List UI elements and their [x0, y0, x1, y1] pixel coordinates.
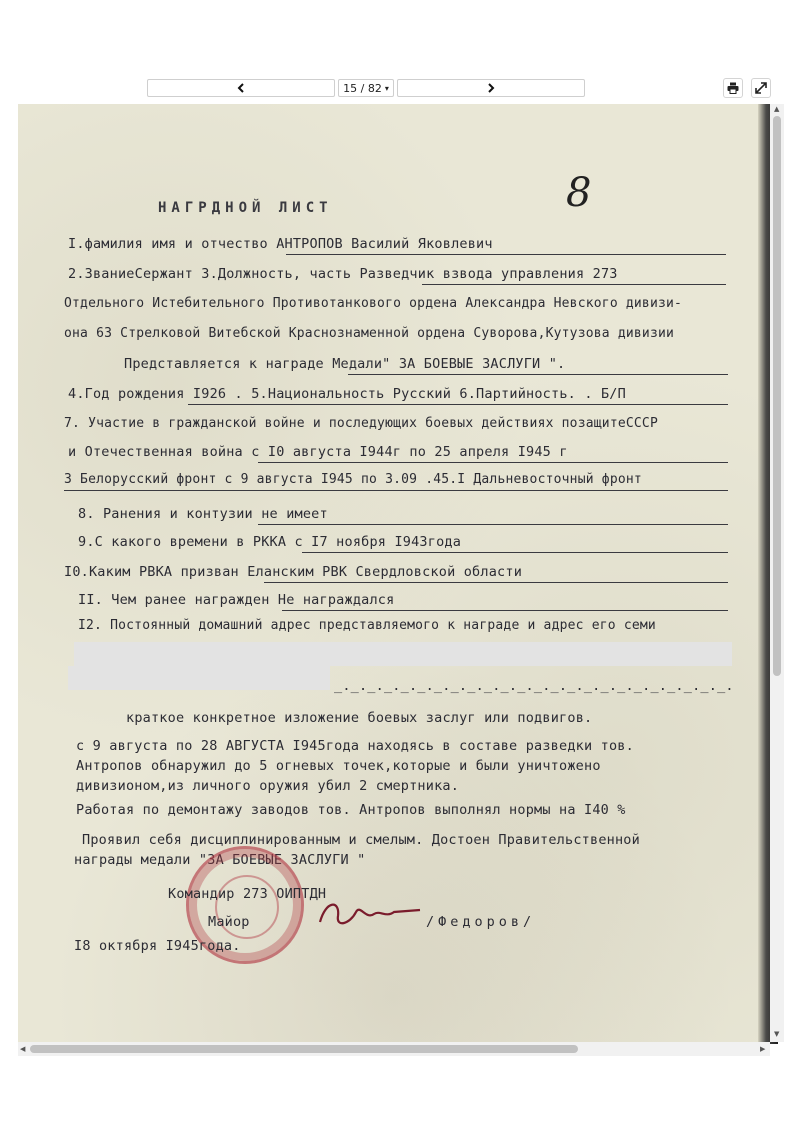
merits-line-3: дивизионом,из личного оружия убил 2 смертника.	[76, 778, 460, 794]
document-page	[18, 104, 768, 1044]
underline	[264, 582, 728, 583]
line-service-since: 9.С какого времени в РККА с I7 ноября I943года	[78, 534, 462, 550]
signature	[316, 894, 436, 934]
line-wounds: 8. Ранения и контузии не имеет	[78, 506, 328, 522]
underline	[348, 374, 728, 375]
page-indicator: 15 / 82	[343, 81, 382, 95]
signer-name: /Федоров/	[426, 914, 536, 930]
chevron-down-icon: ▾	[384, 83, 389, 93]
underline	[258, 524, 728, 525]
merits-line-6: награды медали "ЗА БОЕВЫЕ ЗАСЛУГИ "	[74, 852, 366, 868]
scroll-right-icon[interactable]: ▶	[760, 1045, 766, 1053]
line-unit-1: Отдельного Истебительного Противотанкового ордена Александра Невского дивизи-	[64, 296, 683, 311]
viewer-toolbar	[0, 76, 800, 100]
line-unit-2: она 63 Стрелковой Витебской Краснознаменной ордена Суворова,Кутузова дивизии	[64, 326, 675, 341]
line-previous-awards: II. Чем ранее награжден Не награждался	[78, 592, 395, 608]
horizontal-scroll-thumb[interactable]	[30, 1045, 578, 1053]
underline	[64, 490, 728, 491]
document-viewport[interactable]	[18, 104, 784, 1054]
underline	[422, 284, 726, 285]
line-award: Представляется к награде Медали" ЗА БОЕВЫЕ ЗАСЛУГИ ".	[124, 356, 566, 372]
rank-line: Майор	[208, 914, 250, 930]
corner-number: 8	[566, 170, 592, 216]
document-title: НАГРДНОЙ ЛИСТ	[158, 200, 333, 216]
next-page-button[interactable]	[397, 79, 585, 97]
line-fronts: 3 Белорусский фронт с 9 августа I945 по 3.09 .45.I Дальневосточный фронт	[64, 472, 642, 487]
expand-button[interactable]	[751, 78, 771, 98]
vertical-scrollbar[interactable]	[770, 104, 784, 1042]
underline	[302, 552, 728, 553]
line-address: I2. Постоянный домашний адрес представляемого к награде и адрес его семи	[78, 618, 656, 633]
scroll-down-icon[interactable]: ▼	[774, 1030, 780, 1038]
page-select[interactable]	[338, 79, 394, 97]
merits-heading: краткое конкретное изложение боевых заслуг или подвигов.	[126, 710, 593, 726]
printer-icon	[727, 82, 739, 94]
redacted-address	[74, 642, 732, 666]
expand-icon	[755, 82, 767, 94]
underline	[258, 462, 728, 463]
horizontal-scrollbar[interactable]	[18, 1042, 770, 1056]
line-birth: 4.Год рождения I926 . 5.Национальность Русский 6.Партийность. . Б/П	[68, 386, 626, 402]
line-conscription: I0.Каким РВКА призван Еланским РВК Свердловской области	[64, 564, 523, 580]
commander-line: Командир 273 ОИПТДН	[168, 886, 327, 902]
scroll-left-icon[interactable]: ◀	[20, 1045, 26, 1053]
redacted-address	[68, 666, 330, 690]
line-dots: _._._._._._._._._._._._._._._._._._._._._._._._.	[334, 678, 734, 694]
merits-line-1: с 9 августа по 28 АВГУСТА I945года находясь в составе разведки тов.	[76, 738, 634, 754]
merits-line-5: Проявил себя дисциплинированным и смелым. Достоен Правительственной	[82, 832, 640, 848]
underline	[282, 610, 728, 611]
date-line: I8 октября I945года.	[74, 938, 241, 954]
previous-page-button[interactable]	[147, 79, 335, 97]
line-rank: 2.ЗваниеСержант 3.Должность, часть Разведчик взвода управления 273	[68, 266, 618, 282]
merits-line-4: Работая по демонтажу заводов тов. Антропов выполнял нормы на I40 %	[76, 802, 626, 818]
chevron-right-icon	[486, 83, 496, 93]
underline	[188, 404, 728, 405]
merits-line-2: Антропов обнаружил до 5 огневых точек,которые и были уничтожено	[76, 758, 601, 774]
underline	[286, 254, 726, 255]
line-surname: I.фамилия имя и отчество АНТРОПОВ Василий Яковлевич	[68, 236, 493, 252]
line-war: и Отечественная война с I0 августа I944г по 25 апреля I945 г	[68, 444, 568, 460]
line-participation: 7. Участие в гражданской войне и последующих боевых действиях позащитеСССР	[64, 416, 658, 431]
chevron-left-icon	[236, 83, 246, 93]
print-button[interactable]	[723, 78, 743, 98]
scroll-up-icon[interactable]: ▲	[774, 105, 780, 113]
vertical-scroll-thumb[interactable]	[773, 116, 781, 676]
